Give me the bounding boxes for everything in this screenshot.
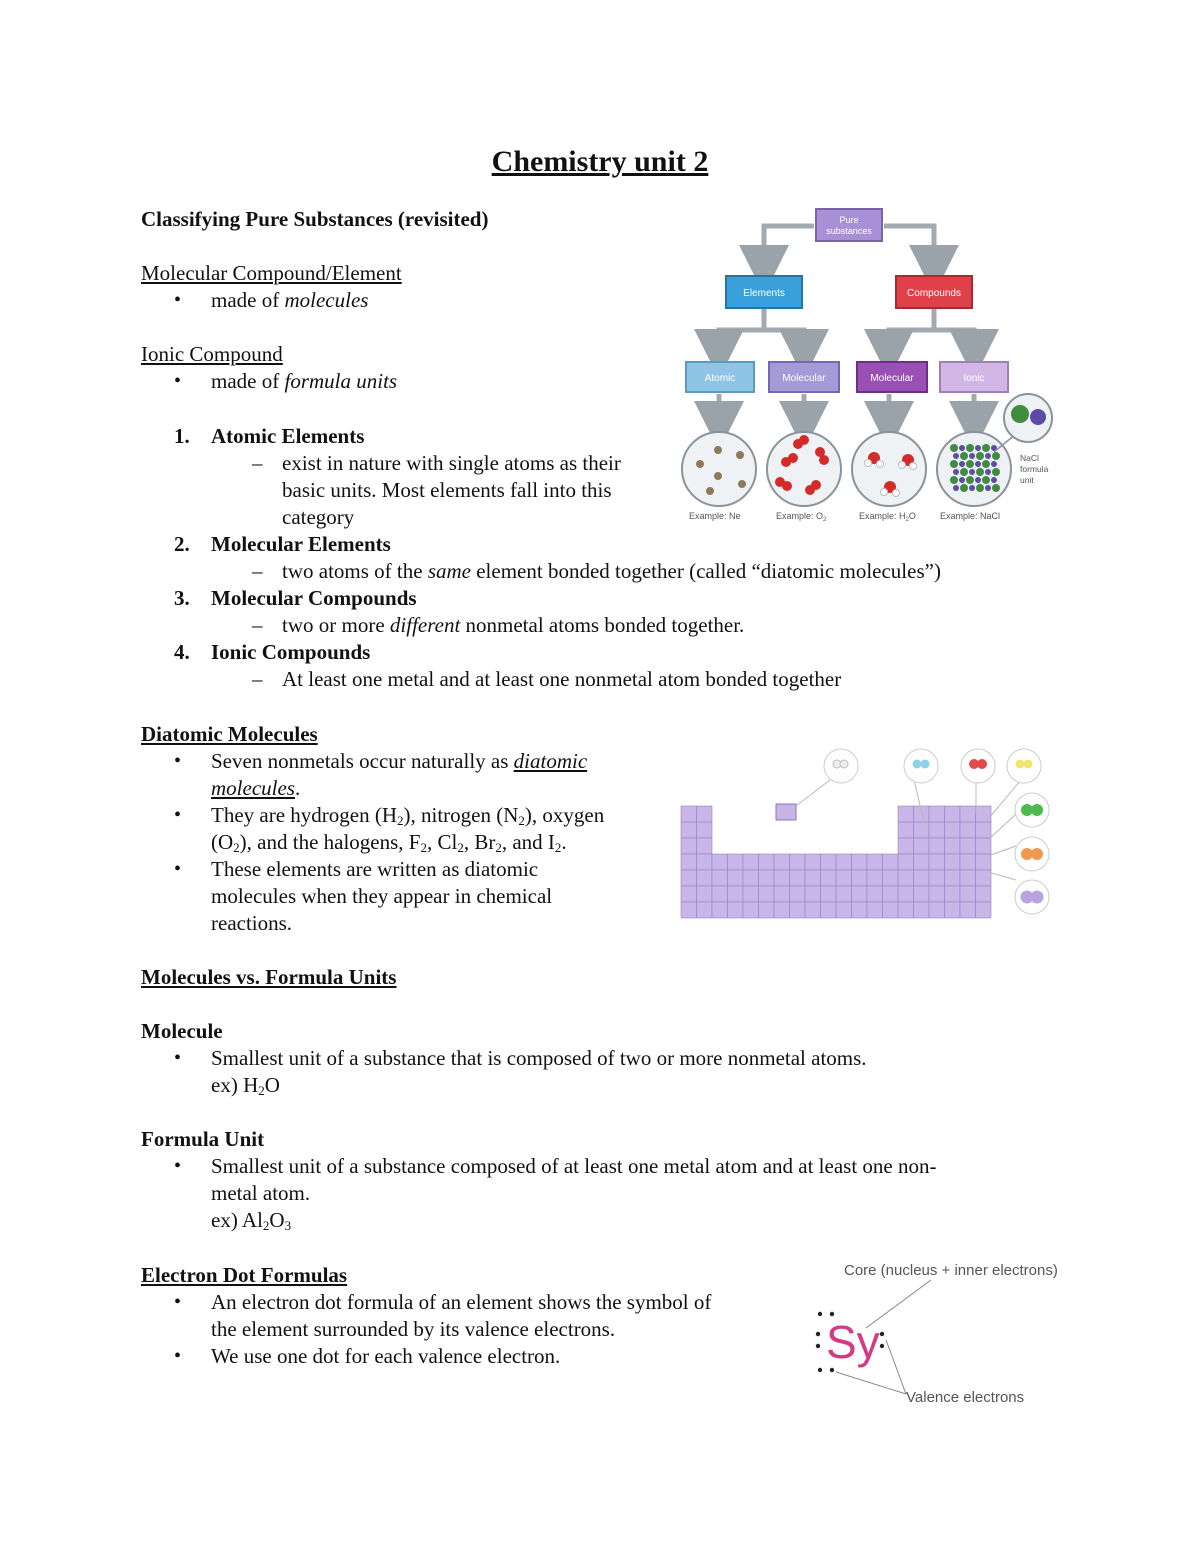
- list-number: 3.: [174, 586, 190, 610]
- hydrogen-cell: [776, 804, 796, 820]
- diatomic-bullet-3: These elements are written as diatomic: [211, 857, 539, 881]
- classification-diagram: [676, 204, 1062, 526]
- bullet-icon: •: [174, 1155, 182, 1177]
- nacl-label: NaCl: [1020, 453, 1039, 463]
- element-cell: [774, 902, 790, 918]
- element-cell: [759, 870, 775, 886]
- element-cell: [898, 902, 914, 918]
- element-cell: [681, 854, 697, 870]
- example-o2: Example: $O_2$: [776, 511, 827, 523]
- element-cell: [743, 902, 759, 918]
- dash-icon: –: [252, 667, 263, 691]
- element-cell: [867, 902, 883, 918]
- lattice-ion: [982, 476, 990, 484]
- molecule-definition: Smallest unit of a substance that is composed of two or more nonmetal atoms.: [211, 1046, 867, 1070]
- element-cell: [697, 902, 713, 918]
- element-cell: [697, 822, 713, 838]
- element-cell: [790, 902, 806, 918]
- lattice-ion: [992, 468, 1000, 476]
- element-cell: [821, 854, 837, 870]
- element-cell: [914, 854, 930, 870]
- formula-label: formula: [1020, 464, 1049, 474]
- element-cell: [929, 886, 945, 902]
- element-cell: [821, 886, 837, 902]
- list-item-text: exist in nature with single atoms as their: [282, 451, 621, 475]
- lattice-ion: [950, 444, 958, 452]
- element-cell: [914, 902, 930, 918]
- lattice-ion: [953, 453, 959, 459]
- electron-dot-illustration: [786, 1254, 1076, 1414]
- element-cell: [898, 838, 914, 854]
- molecular-compound-heading: Molecular Compound/Element: [141, 261, 402, 285]
- element-cell: [976, 902, 992, 918]
- valence-label: Valence electrons: [906, 1389, 1025, 1406]
- lattice-ion: [950, 476, 958, 484]
- nacl-lattice-illustration: [937, 432, 1011, 506]
- element-cell: [898, 854, 914, 870]
- lattice-ion: [959, 477, 965, 483]
- molecular-bullet: made of molecules: [211, 288, 369, 312]
- element-cell: [914, 822, 930, 838]
- element-cell: [821, 902, 837, 918]
- element-cell: [976, 822, 992, 838]
- element-cell: [774, 870, 790, 886]
- section-heading-classifying: Classifying Pure Substances (revisited): [141, 207, 489, 231]
- element-cell: [960, 902, 976, 918]
- element-cell: [836, 886, 852, 902]
- bullet-icon: •: [174, 1047, 182, 1069]
- element-cell: [712, 870, 728, 886]
- element-cell: [960, 870, 976, 886]
- list-number: 4.: [174, 640, 190, 664]
- diatomic-bullet-2: They are hydrogen $(H_2)$, nitrogen $(N_2)$, oxygen: [211, 803, 605, 828]
- page-title: Chemistry unit 2: [491, 145, 709, 178]
- element-cell: [712, 854, 728, 870]
- lattice-ion: [969, 485, 975, 491]
- element-cell: [759, 902, 775, 918]
- element-cell: [976, 854, 992, 870]
- element-cell: [681, 806, 697, 822]
- list-item-text: category: [282, 505, 355, 529]
- element-cell: [852, 886, 868, 902]
- list-number: 2.: [174, 532, 190, 556]
- list-item-title: Molecular Compounds: [211, 586, 417, 610]
- element-symbol: Sy: [826, 1316, 880, 1368]
- list-item-title: Atomic Elements: [211, 424, 365, 448]
- lattice-ion: [969, 453, 975, 459]
- lattice-ion: [976, 468, 984, 476]
- list-item-title: Molecular Elements: [211, 532, 391, 556]
- element-cell: [728, 902, 744, 918]
- element-cell: [743, 870, 759, 886]
- lattice-ion: [966, 476, 974, 484]
- dash-icon: –: [252, 451, 263, 475]
- lattice-ion: [992, 484, 1000, 492]
- element-cell: [960, 806, 976, 822]
- element-cell: [852, 870, 868, 886]
- element-cell: [898, 822, 914, 838]
- atomic-label: Atomic: [704, 373, 736, 384]
- element-cell: [898, 870, 914, 886]
- element-cell: [728, 854, 744, 870]
- element-cell: [681, 886, 697, 902]
- element-cell: [697, 886, 713, 902]
- molecular-element-label: Molecular: [782, 373, 826, 384]
- element-cell: [867, 854, 883, 870]
- lattice-ion: [959, 461, 965, 467]
- element-cell: [681, 870, 697, 886]
- element-cell: [728, 870, 744, 886]
- lattice-ion: [960, 452, 968, 460]
- element-cell: [945, 806, 961, 822]
- element-cell: [945, 886, 961, 902]
- list-number: 1.: [174, 424, 190, 448]
- formula-unit-definition: metal atom.: [211, 1181, 311, 1205]
- element-cell: [883, 870, 899, 886]
- element-cell: [929, 870, 945, 886]
- element-cell: [681, 838, 697, 854]
- section-heading-diatomic: Diatomic Molecules: [141, 722, 318, 746]
- element-cell: [914, 886, 930, 902]
- element-cell: [976, 886, 992, 902]
- electron-dot-bullet-2: We use one dot for each valence electron.: [211, 1344, 561, 1368]
- element-cell: [898, 886, 914, 902]
- lattice-ion: [975, 477, 981, 483]
- element-cell: [960, 854, 976, 870]
- section-heading-molecules-vs-formula: Molecules vs. Formula Units: [141, 965, 397, 989]
- element-cell: [805, 902, 821, 918]
- bullet-icon: •: [174, 1345, 182, 1367]
- lattice-ion: [953, 485, 959, 491]
- bullet-icon: •: [174, 1291, 182, 1313]
- formula-unit-definition: Smallest unit of a substance composed of at least one metal atom and at least one non-: [211, 1154, 937, 1178]
- element-cell: [976, 838, 992, 854]
- element-cell: [945, 902, 961, 918]
- element-cell: [960, 838, 976, 854]
- ionic-compound-heading: Ionic Compound: [141, 342, 283, 366]
- lattice-ion: [975, 445, 981, 451]
- lattice-ion: [985, 485, 991, 491]
- diatomic-bullet-3: molecules when they appear in chemical: [211, 884, 553, 908]
- periodic-table-illustration: [676, 744, 1062, 926]
- element-cell: [790, 854, 806, 870]
- list-item-text: basic units. Most elements fall into this: [282, 478, 612, 502]
- element-cell: [774, 886, 790, 902]
- lattice-ion: [992, 452, 1000, 460]
- lattice-ion: [960, 484, 968, 492]
- lattice-ion: [976, 484, 984, 492]
- diatomic-bullet-2-cont: $(O_2)$, and the halogens, $F_2$, $Cl_2$, $Br_2$, and $I_2$.: [211, 830, 567, 855]
- bullet-icon: •: [174, 804, 182, 826]
- core-label: Core (nucleus + inner electrons): [844, 1262, 1058, 1279]
- ionic-label: Ionic: [963, 373, 985, 384]
- element-cell: [852, 902, 868, 918]
- element-cell: [836, 902, 852, 918]
- list-item-text: two atoms of the same element bonded together (called “diatomic molecules”): [282, 559, 941, 583]
- element-cell: [790, 870, 806, 886]
- formula-unit-example: ex) $Al_2O_3$: [211, 1208, 292, 1233]
- elements-label: Elements: [743, 288, 785, 299]
- example-h2o: Example: $H_2O$: [859, 511, 916, 523]
- element-cell: [914, 870, 930, 886]
- element-cell: [790, 886, 806, 902]
- list-item-title: Ionic Compounds: [211, 640, 371, 664]
- element-cell: [929, 806, 945, 822]
- element-cell: [883, 902, 899, 918]
- element-cell: [960, 886, 976, 902]
- element-cell: [697, 870, 713, 886]
- molecular-compound-label: Molecular: [870, 373, 914, 384]
- element-cell: [743, 854, 759, 870]
- example-nacl: Example: NaCl: [940, 511, 1001, 521]
- element-cell: [867, 886, 883, 902]
- bullet-icon: •: [174, 370, 182, 392]
- element-cell: [929, 854, 945, 870]
- element-cell: [712, 902, 728, 918]
- molecule-example: ex) $H_2O$: [211, 1073, 280, 1098]
- diatomic-bullet-3: reactions.: [211, 911, 293, 935]
- diatomic-bullet-1: Seven nonmetals occur naturally as diatomic: [211, 749, 588, 773]
- lattice-ion: [976, 452, 984, 460]
- element-cell: [712, 886, 728, 902]
- element-cell: [929, 838, 945, 854]
- list-item-text: At least one metal and at least one nonmetal atom bonded together: [282, 667, 842, 691]
- element-cell: [743, 886, 759, 902]
- element-cell: [821, 870, 837, 886]
- compounds-label: Compounds: [907, 288, 961, 299]
- lattice-ion: [953, 469, 959, 475]
- element-cell: [852, 854, 868, 870]
- element-cell: [945, 822, 961, 838]
- electron-dot-bullet-1: An electron dot formula of an element shows the symbol of: [211, 1290, 712, 1314]
- element-cell: [929, 822, 945, 838]
- element-cell: [697, 838, 713, 854]
- element-cell: [883, 854, 899, 870]
- element-cell: [960, 822, 976, 838]
- pure-label: Pure: [839, 215, 859, 225]
- bullet-icon: •: [174, 289, 182, 311]
- lattice-ion: [991, 461, 997, 467]
- element-cell: [945, 870, 961, 886]
- element-cell: [728, 886, 744, 902]
- electron-dot-bullet-1: the element surrounded by its valence electrons.: [211, 1317, 616, 1341]
- element-cell: [774, 854, 790, 870]
- example-ne: Example: Ne: [689, 511, 741, 521]
- lattice-ion: [975, 461, 981, 467]
- element-cell: [681, 902, 697, 918]
- ionic-bullet: made of formula units: [211, 369, 398, 393]
- formula-unit-heading: Formula Unit: [141, 1127, 265, 1151]
- bullet-icon: •: [174, 858, 182, 880]
- dash-icon: –: [252, 613, 263, 637]
- bullet-icon: •: [174, 750, 182, 772]
- element-cell: [836, 870, 852, 886]
- section-heading-electron-dot: Electron Dot Formulas: [141, 1263, 348, 1287]
- lattice-ion: [969, 469, 975, 475]
- element-cell: [697, 806, 713, 822]
- element-cell: [898, 806, 914, 822]
- lattice-ion: [985, 453, 991, 459]
- element-cell: [805, 854, 821, 870]
- element-cell: [945, 854, 961, 870]
- lattice-ion: [966, 444, 974, 452]
- element-cell: [681, 822, 697, 838]
- lattice-ion: [960, 468, 968, 476]
- list-item-text: two or more different nonmetal atoms bonded together.: [282, 613, 745, 637]
- lattice-ion: [982, 460, 990, 468]
- lattice-ion: [985, 469, 991, 475]
- element-cell: [805, 870, 821, 886]
- substances-label: substances: [826, 226, 872, 236]
- unit-label: unit: [1020, 475, 1034, 485]
- element-cell: [805, 886, 821, 902]
- element-cell: [945, 838, 961, 854]
- lattice-ion: [991, 477, 997, 483]
- element-cell: [697, 854, 713, 870]
- neon-atoms-illustration: [682, 432, 756, 506]
- diatomic-bullet-1-cont: molecules.: [211, 776, 301, 800]
- element-cell: [976, 806, 992, 822]
- element-cell: [759, 886, 775, 902]
- lattice-ion: [950, 460, 958, 468]
- lattice-ion: [966, 460, 974, 468]
- lattice-ion: [959, 445, 965, 451]
- element-cell: [883, 886, 899, 902]
- element-cell: [867, 870, 883, 886]
- dash-icon: –: [252, 559, 263, 583]
- element-cell: [836, 854, 852, 870]
- pure-substances-box: [816, 209, 882, 241]
- lattice-ion: [982, 444, 990, 452]
- molecule-heading: Molecule: [141, 1019, 223, 1043]
- element-cell: [914, 838, 930, 854]
- element-cell: [929, 902, 945, 918]
- element-cell: [759, 854, 775, 870]
